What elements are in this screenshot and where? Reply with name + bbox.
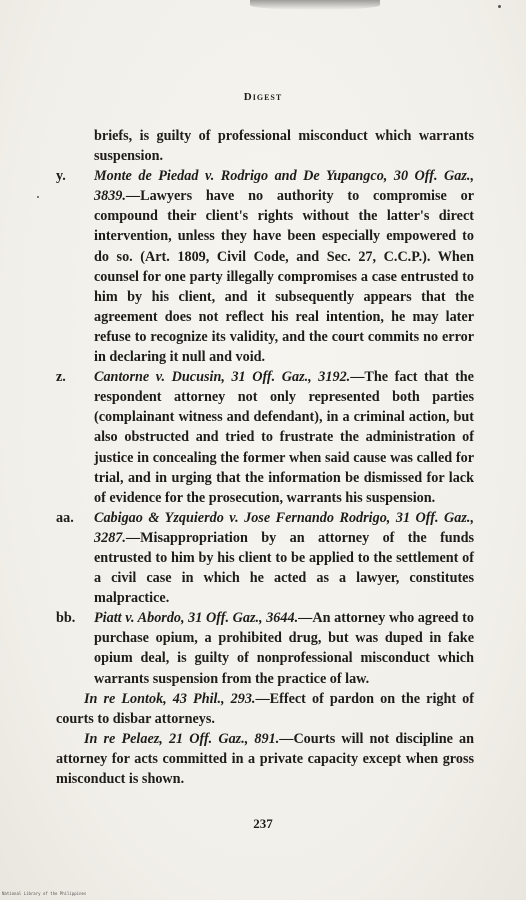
digest-entry-z xyxy=(56,367,474,508)
paragraph-text: —Courts will not discipline an attorney for acts committed in a private capacity except when gross misconduct is shown. xyxy=(56,730,474,787)
entry-citation: Piatt v. Abordo, 31 Off. Gaz., 3644. xyxy=(94,610,299,627)
entry-letter: aa. xyxy=(56,509,74,526)
scan-shadow xyxy=(250,0,380,10)
paragraph-text: —Effect of pardon on the right of courts to disbar attorneys. xyxy=(56,690,474,727)
entry-letter: y. xyxy=(56,168,66,185)
digest-paragraph-lontok xyxy=(56,689,474,729)
digest-entry-aa xyxy=(56,508,474,608)
continuation-text: briefs, is guilty of professional misconduct which warrants suspension. xyxy=(94,128,474,165)
scan-speck xyxy=(498,5,501,8)
scan-speck xyxy=(37,196,39,198)
entry-letter: bb. xyxy=(56,610,76,627)
paragraph-citation: In re Pelaez, 21 Off. Gaz., 891. xyxy=(84,730,280,747)
entry-text: —An attorney who agreed to purchase opium, a prohibited drug, but was duped in fake opium deal, is guilty of nonprofessional misconduct which warrants suspension from the practice of law. xyxy=(94,610,474,687)
entry-letter: z. xyxy=(56,369,66,386)
paragraph-citation: In re Lontok, 43 Phil., 293. xyxy=(84,690,256,707)
digest-entry-y xyxy=(56,166,474,367)
entry-text: —Misappropriation by an attorney of the funds entrusted to him by his client to be applied to the settlement of a civil case in which he acted as a lawyer, constitutes malpractice. xyxy=(94,529,474,607)
digest-entry-bb xyxy=(56,608,474,688)
entry-citation: Cabigao & Yzquierdo v. Jose Fernando Rodrigo, 31 Off. Gaz., 3287. xyxy=(94,509,474,546)
library-stamp: National Library of the Philippines xyxy=(2,891,87,896)
page-number: 237 xyxy=(253,816,273,831)
digest-paragraph-pelaez xyxy=(56,729,474,789)
entry-citation: Cantorne v. Ducusin, 31 Off. Gaz., 3192. xyxy=(94,369,351,386)
entry-text: —Lawyers have no authority to compromise or compound their client's rights without the latter's direct intervention, unless they have been especially empowered to do so. (Art. 1809, Civil Code, and Sec. 27, C.C.P.). When counsel for one party illegally compromises a case entrusted to him by his client, and it subsequently appears that the agreement does not reflect his real intention, he may later refuse to recognize its validity, and the court commits no error in declaring it null and void. xyxy=(94,188,474,366)
entry-text: —The fact that the respondent attorney not only represented both parties (complainant witness and defendant), in a criminal action, but also obstructed and tried to frustrate the administration of justice in concealing the former when said cause was called for trial, and in urging that the information be dismissed for lack of evidence for the prosecution, warrants his suspension. xyxy=(94,369,474,506)
entry-citation: Monte de Piedad v. Rodrigo and De Yupangco, 30 Off. Gaz., 3839. xyxy=(94,168,474,205)
digest-body xyxy=(56,126,474,789)
page-header: Digest xyxy=(243,91,283,103)
